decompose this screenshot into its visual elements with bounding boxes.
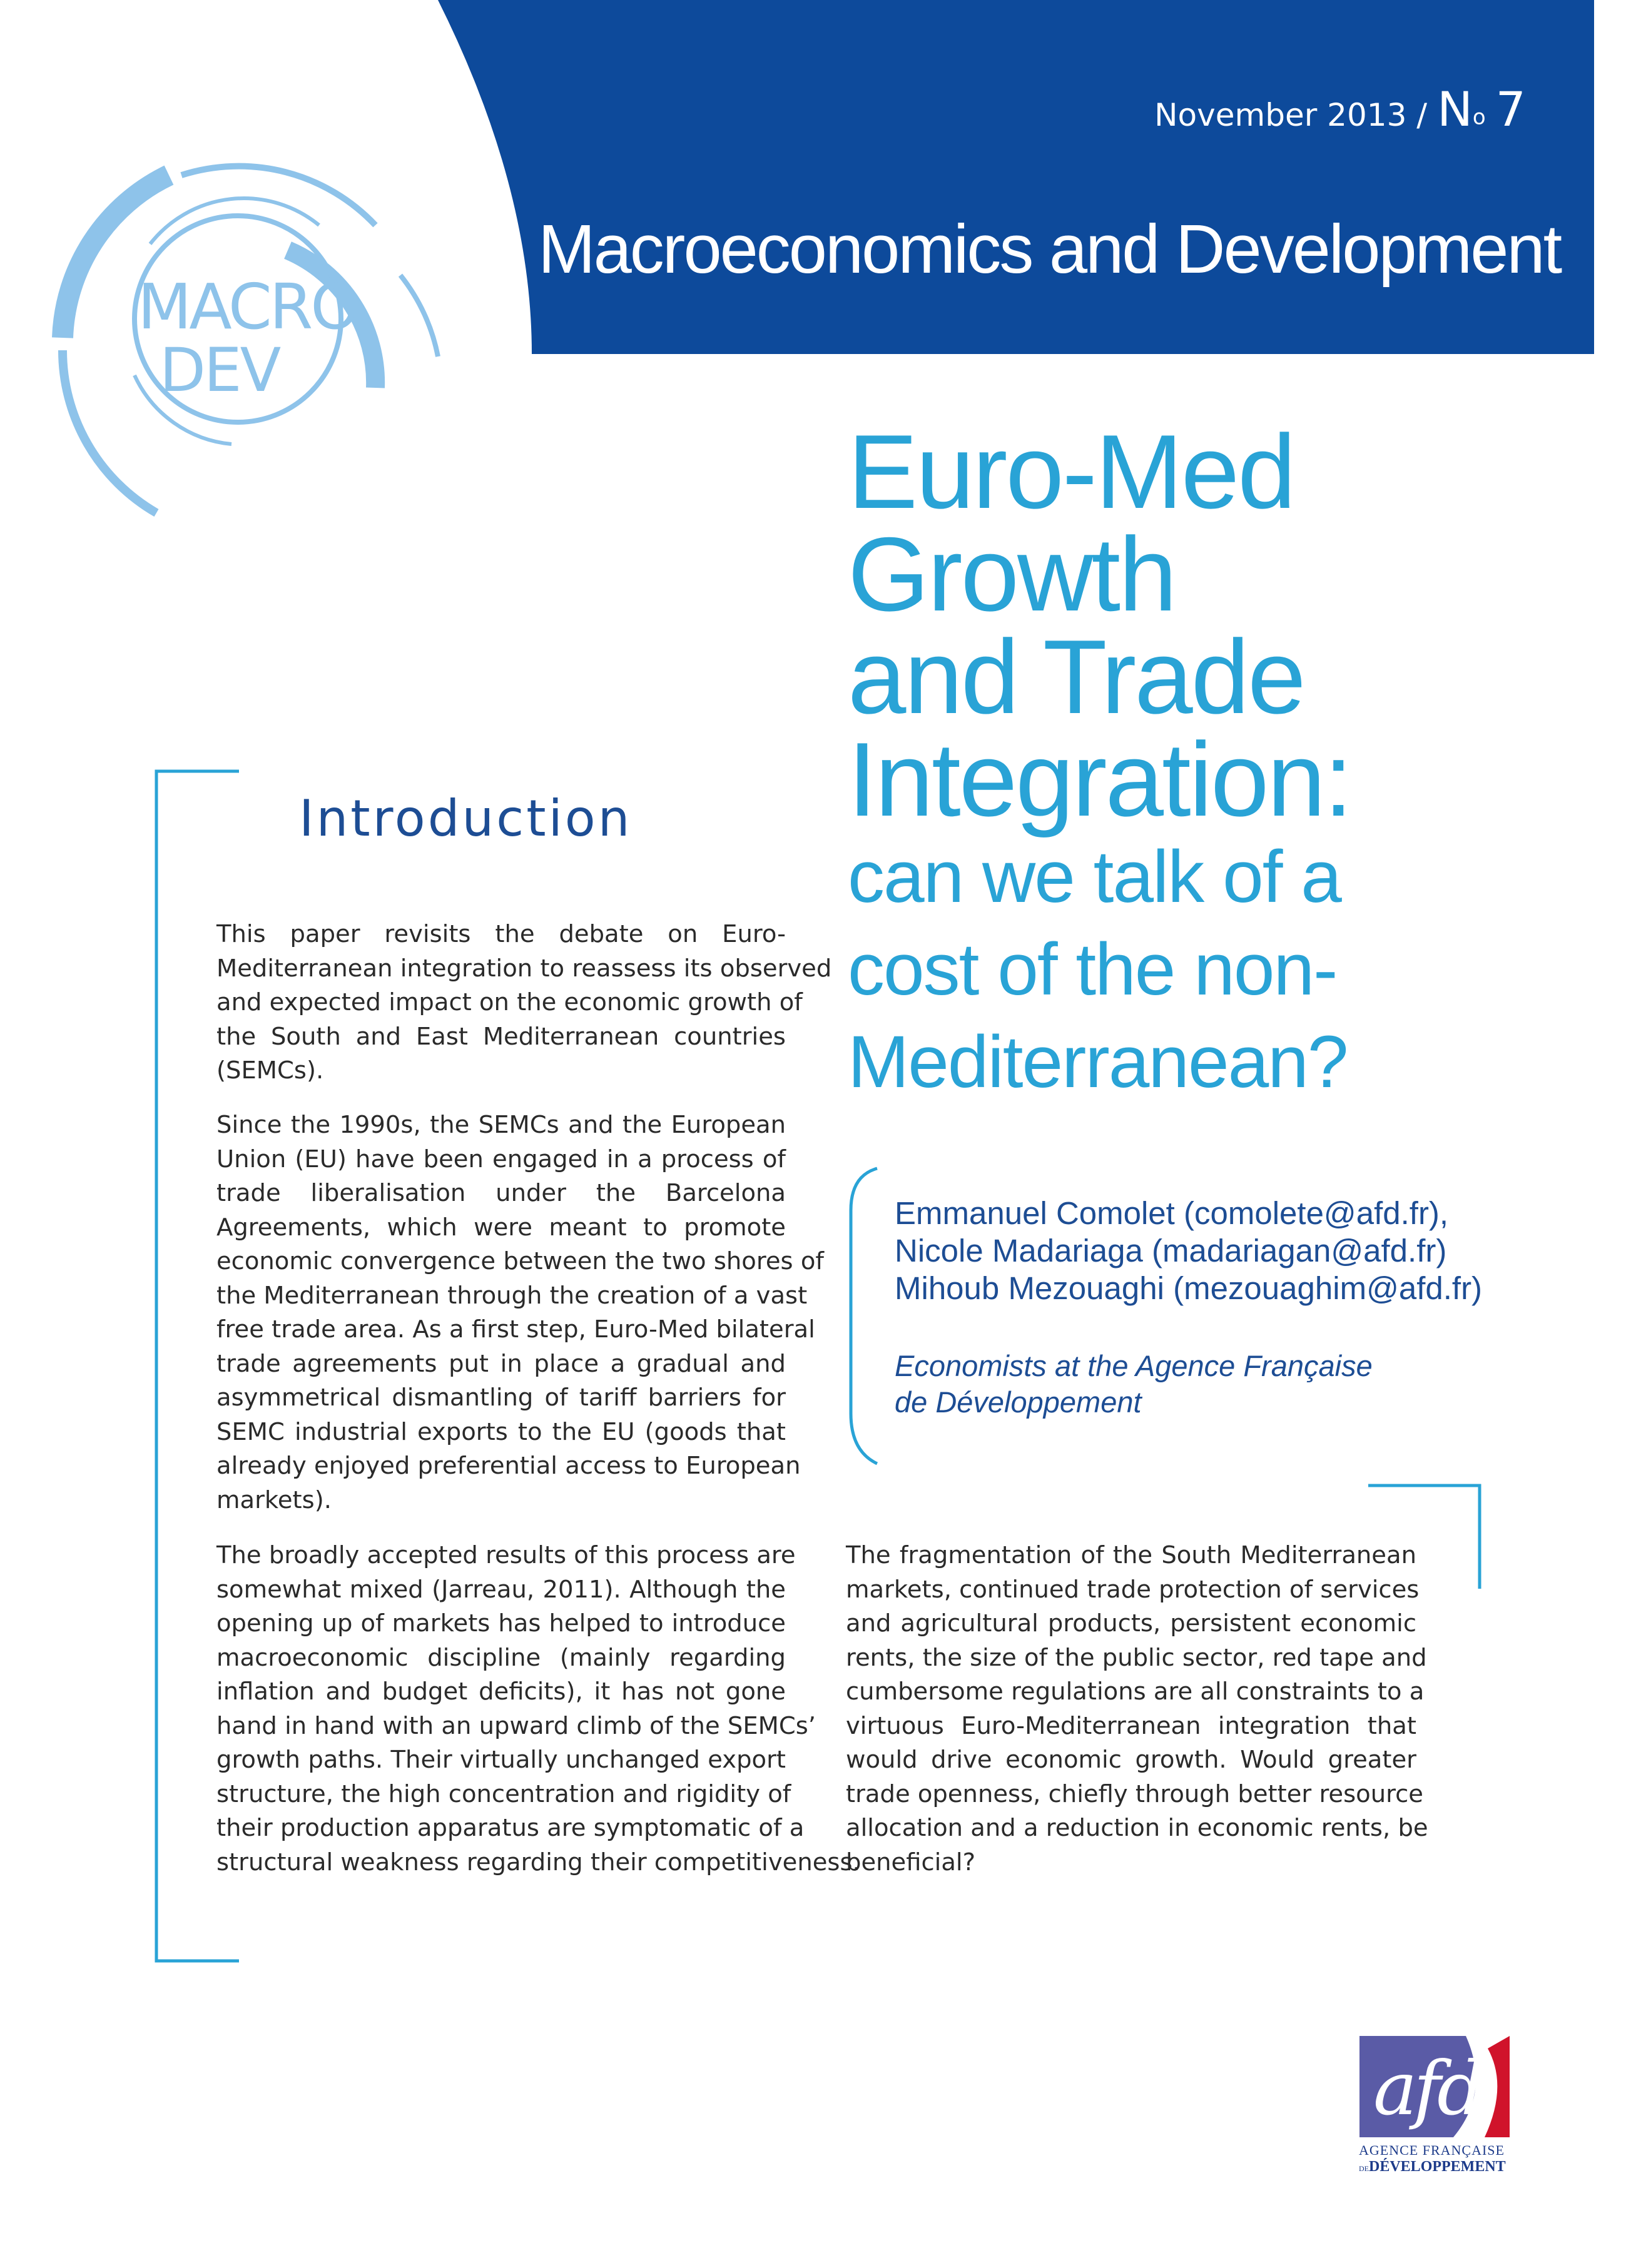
text-line: hand in hand with an upward climb of the SEMCs’ (216, 1711, 816, 1740)
affiliation-line-1: Economists at the Agence Française (895, 1349, 1373, 1382)
text-line: macroeconomic discipline (mainly regarding (216, 1643, 786, 1672)
text-line: This paper revisits the debate on Euro- (216, 920, 786, 948)
text-line: already enjoyed preferential access to European (216, 1452, 801, 1480)
text-line: asymmetrical dismantling of tariff barriers for (216, 1384, 786, 1412)
author-2: Nicole Madariaga (madariagan@afd.fr) (895, 1233, 1447, 1268)
afd-logo-developpement: DÉVELOPPEMENT (1369, 2159, 1506, 2175)
issue-no-label-o: o (1472, 104, 1486, 130)
text-line: structural weakness regarding their competitiveness. (216, 1848, 860, 1876)
text-line: virtuous Euro-Mediterranean integration that (846, 1711, 1416, 1740)
text-line: Mediterranean integration to reassess its observed (216, 954, 832, 983)
text-line: economic convergence between the two shores of (216, 1247, 824, 1275)
text-line: markets). (216, 1486, 332, 1514)
main-title (848, 413, 1351, 1108)
series-title: Macroeconomics and Development (538, 211, 1561, 288)
text-line: and agricultural products, persistent economic (846, 1609, 1416, 1638)
text-line: opening up of markets has helped to introduce (216, 1609, 786, 1638)
text-line: would drive economic growth. Would greater (846, 1746, 1416, 1774)
text-line: inflation and budget deficits), it has not gone (216, 1678, 786, 1706)
text-line: cumbersome regulations are all constraints to a (846, 1678, 1425, 1706)
afd-logo-de: DE (1359, 2164, 1369, 2173)
title-line-5: can we talk of a (848, 836, 1341, 918)
author-1: Emmanuel Comolet (comolete@afd.fr), (895, 1195, 1449, 1231)
title-line-2: Growth (848, 515, 1176, 633)
text-line: structure, the high concentration and rigidity of (216, 1779, 791, 1808)
intro-paragraph-2 (216, 1108, 824, 1517)
text-line: and expected impact on the economic growth of (216, 988, 803, 1016)
author-3: Mihoub Mezouaghi (mezouaghim@afd.fr) (895, 1270, 1483, 1306)
issue-date: November 2013 / (1154, 97, 1428, 133)
title-line-6: cost of the non- (848, 928, 1337, 1011)
introduction-heading: Introduction (299, 789, 633, 848)
issue-line (1154, 81, 1526, 137)
author-affiliation (895, 1348, 1373, 1420)
afd-logo-subtitle-1: AGENCE FRANÇAISE (1359, 2142, 1505, 2158)
issue-number: 7 (1495, 81, 1526, 137)
text-line: somewhat mixed (Jarreau, 2011). Although the (216, 1575, 786, 1604)
intro-right-paragraph (846, 1539, 1428, 1880)
text-line: growth paths. Their virtually unchanged export (216, 1746, 786, 1774)
logo-text-dev: DEV (160, 335, 280, 405)
logo-text-macro: MACRO (138, 270, 357, 343)
text-line: their production apparatus are symptomatic of a (216, 1814, 805, 1842)
text-line: Since the 1990s, the SEMCs and the European (216, 1111, 786, 1139)
text-line: the South and East Mediterranean countries (216, 1022, 786, 1051)
text-line: markets, continued trade protection of services (846, 1575, 1420, 1604)
text-line: beneficial? (846, 1848, 976, 1876)
title-line-1: Euro-Med (848, 413, 1294, 530)
afd-logo-letters: afd (1373, 2045, 1481, 2132)
text-line: (SEMCs). (216, 1056, 324, 1085)
intro-paragraph-3 (216, 1539, 860, 1880)
text-line: SEMC industrial exports to the EU (goods that (216, 1417, 786, 1446)
macro-dev-logo (25, 150, 475, 538)
title-line-7: Mediterranean? (848, 1021, 1348, 1103)
title-line-3: and Trade (848, 618, 1304, 736)
text-line: The broadly accepted results of this process are (216, 1541, 796, 1569)
text-line: trade openness, chiefly through better resource (846, 1779, 1423, 1808)
text-line: Union (EU) have been engaged in a process of (216, 1145, 786, 1173)
text-line: trade agreements put in place a gradual and (216, 1349, 786, 1378)
intro-paragraph-1 (216, 918, 832, 1088)
text-line: free trade area. As a first step, Euro-Med bilateral (216, 1315, 815, 1344)
text-line: Agreements, which were meant to promote (216, 1213, 786, 1242)
affiliation-line-2: de Développement (895, 1385, 1142, 1419)
title-line-4: Integration: (848, 721, 1351, 838)
issue-no-label: N (1437, 81, 1473, 137)
text-line: The fragmentation of the South Mediterranean (846, 1541, 1416, 1569)
text-line: allocation and a reduction in economic rents, be (846, 1814, 1428, 1842)
author-list (895, 1195, 1482, 1307)
text-line: trade liberalisation under the Barcelona (216, 1179, 786, 1207)
text-line: the Mediterranean through the creation of a vast (216, 1281, 808, 1310)
text-line: rents, the size of the public sector, red tape and (846, 1643, 1427, 1672)
afd-logo-subtitle-2 (1359, 2159, 1506, 2175)
